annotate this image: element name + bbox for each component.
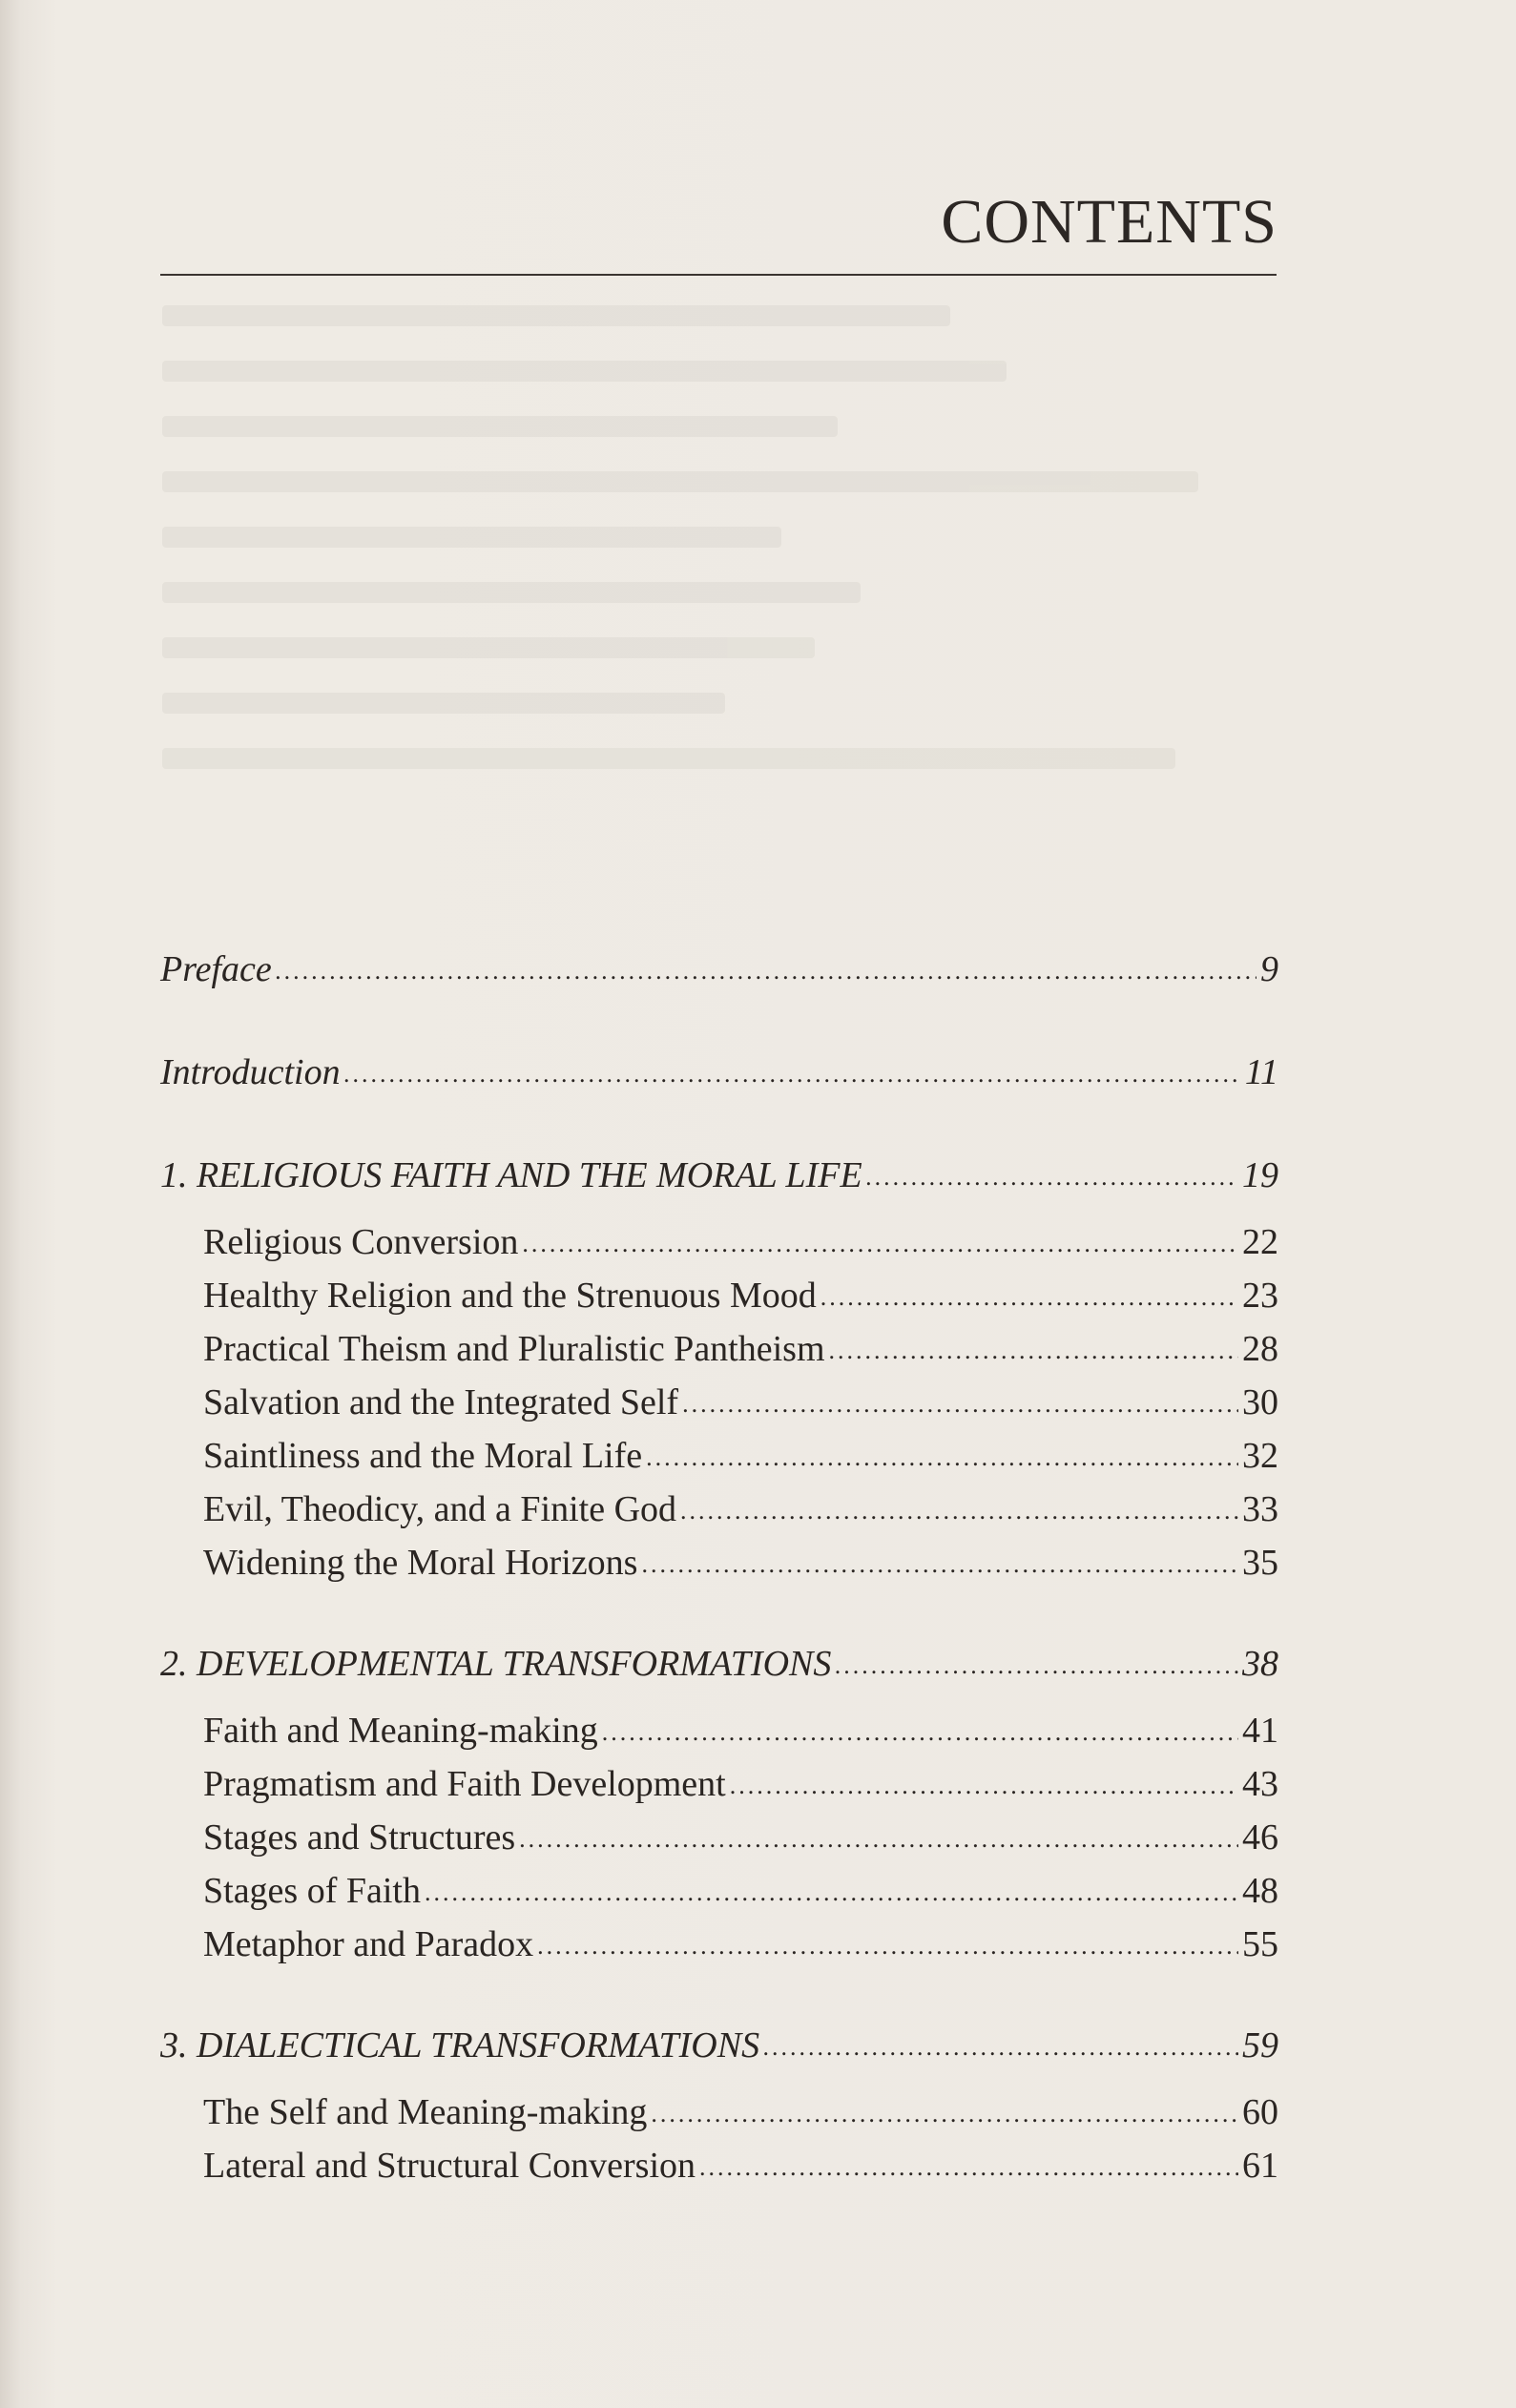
section-title: Healthy Religion and the Strenuous Mood [203,1276,817,1316]
toc-page-number: 28 [1242,1329,1278,1369]
dot-leader [344,1048,1241,1099]
dot-leader [866,1152,1238,1202]
toc-page-number: 38 [1242,1644,1278,1684]
toc-page-number: 22 [1242,1222,1278,1262]
section-title: Salvation and the Integrated Self [203,1382,679,1422]
toc-section[interactable] [160,1271,1278,1324]
toc-page-number: 32 [1242,1436,1278,1476]
section-title: Lateral and Structural Conversion [203,2146,696,2186]
toc-chapter-1[interactable] [160,1151,1278,1204]
dot-leader [651,2088,1238,2139]
toc-page-number: 48 [1242,1871,1278,1911]
dot-leader [519,1814,1238,1864]
dot-leader [829,1325,1238,1376]
toc-section[interactable] [160,1538,1278,1591]
dot-leader [276,945,1256,996]
dot-leader [835,1640,1238,1691]
toc-page-number: 43 [1242,1764,1278,1804]
toc-chapter-2[interactable] [160,1639,1278,1692]
section-title: Faith and Meaning-making [203,1711,598,1751]
toc-entry-introduction[interactable] [160,1048,1278,1101]
section-title: Pragmatism and Faith Development [203,1764,726,1804]
toc-page-number: 33 [1242,1489,1278,1529]
dot-leader [522,1218,1238,1269]
toc-chapter-3[interactable] [160,2021,1278,2074]
chapter-2-group [160,1639,1278,1973]
section-title: The Self and Meaning-making [203,2092,648,2132]
toc-section[interactable] [160,2087,1278,2141]
dot-leader [641,1539,1238,1589]
title-rule [160,274,1277,276]
toc-section[interactable] [160,1217,1278,1271]
toc-section[interactable] [160,1324,1278,1378]
toc-page-number: 61 [1242,2146,1278,2186]
toc-page-number: 23 [1242,1276,1278,1316]
toc-page-number: 30 [1242,1382,1278,1422]
toc-page-number: 55 [1242,1924,1278,1964]
section-title: Stages of Faith [203,1871,421,1911]
dot-leader [682,1379,1238,1429]
toc-page-number: 46 [1242,1817,1278,1858]
toc-section[interactable] [160,1484,1278,1538]
toc-section[interactable] [160,1920,1278,1973]
toc-section[interactable] [160,1431,1278,1484]
page-title: CONTENTS [941,187,1277,257]
chapter-title: 3. DIALECTICAL TRANSFORMATIONS [160,2025,760,2065]
toc-page-number: 9 [1260,949,1278,989]
dot-leader [646,1432,1238,1483]
chapter-3-group [160,2021,1278,2194]
toc-page-number: 35 [1242,1543,1278,1583]
toc-page-number: 19 [1242,1155,1278,1195]
section-title: Widening the Moral Horizons [203,1543,638,1583]
toc-entry-label: Preface [160,949,272,989]
section-title: Saintliness and the Moral Life [203,1436,643,1476]
section-title: Stages and Structures [203,1817,516,1858]
dot-leader [699,2142,1238,2192]
section-title: Evil, Theodicy, and a Finite God [203,1489,677,1529]
dot-leader [425,1867,1238,1918]
toc-section[interactable] [160,2141,1278,2194]
table-of-contents [160,945,1278,2242]
chapter-title: 1. RELIGIOUS FAITH AND THE MORAL LIFE [160,1155,862,1195]
dot-leader [602,1707,1238,1757]
toc-section[interactable] [160,1759,1278,1813]
dot-leader [820,1272,1238,1322]
toc-page-number: 60 [1242,2092,1278,2132]
section-title: Metaphor and Paradox [203,1924,534,1964]
toc-section[interactable] [160,1378,1278,1431]
dot-leader [537,1920,1238,1971]
chapter-title: 2. DEVELOPMENTAL TRANSFORMATIONS [160,1644,832,1684]
toc-page-number: 41 [1242,1711,1278,1751]
toc-page-number: 59 [1242,2025,1278,2065]
toc-section[interactable] [160,1813,1278,1866]
toc-page-number: 11 [1244,1052,1278,1092]
chapter-1-group [160,1151,1278,1591]
dot-leader [680,1485,1238,1536]
show-through-text [162,305,1288,840]
toc-section[interactable] [160,1706,1278,1759]
dot-leader [730,1760,1238,1811]
toc-section[interactable] [160,1866,1278,1920]
section-title: Religious Conversion [203,1222,519,1262]
toc-entry-label: Introduction [160,1052,341,1092]
section-title: Practical Theism and Pluralistic Pantheism [203,1329,825,1369]
dot-leader [763,2022,1238,2072]
toc-entry-preface[interactable] [160,945,1278,998]
